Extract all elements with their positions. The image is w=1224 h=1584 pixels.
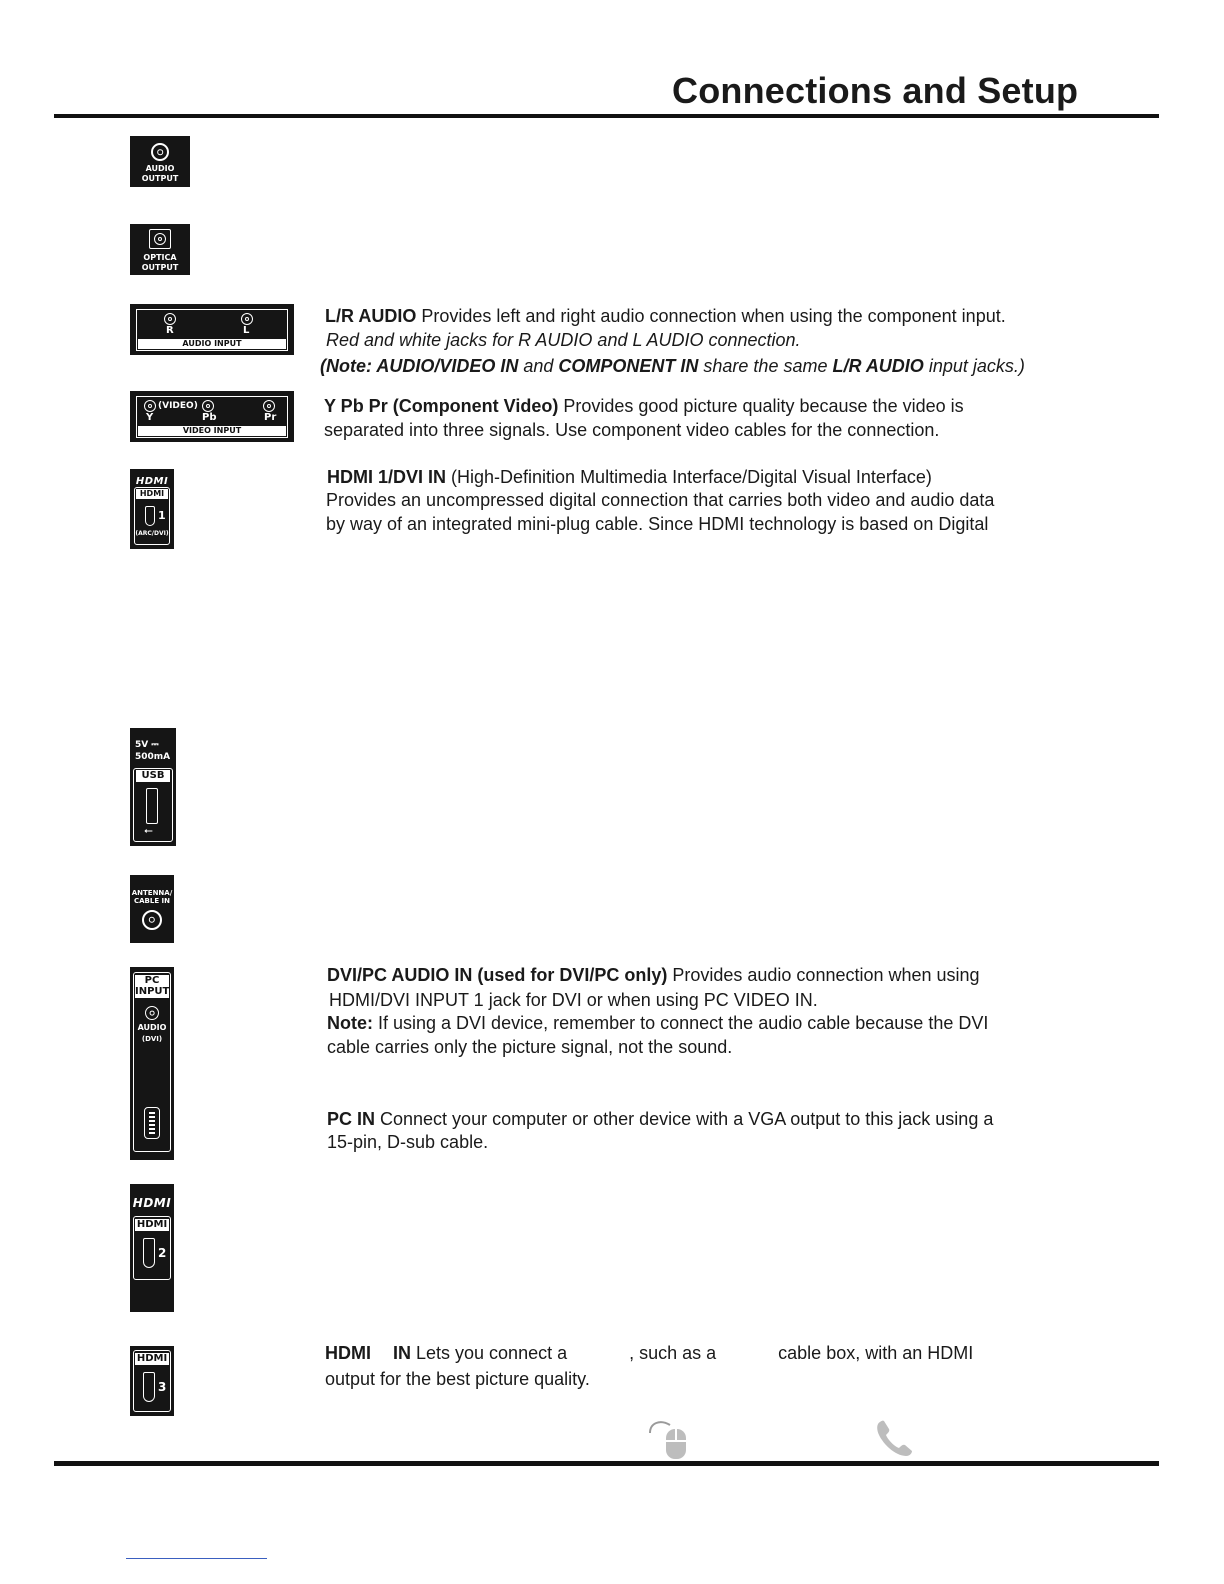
hdmi1-heading: HDMI 1/DVI IN [327, 467, 447, 487]
dvi-note-text: If using a DVI device, remember to connect the audio cable because the DVI [373, 1013, 989, 1033]
hdmi1-text-1: Provides an uncompressed digital connection that carries both video and audio data [326, 490, 995, 510]
hdmi3-text-a: Lets you connect a [411, 1343, 568, 1363]
hdmi3-heading-a: HDMI [325, 1343, 371, 1363]
note-open: (Note: [320, 356, 377, 376]
hdmi1-line [327, 465, 932, 489]
optical-output-label-2: OUTPUT [141, 263, 179, 272]
pc-input-jack-icon [130, 967, 174, 1160]
antenna-jack-icon [130, 875, 174, 943]
optical-output-label: OPTICA [143, 253, 177, 262]
hdmi2-jack-icon [130, 1184, 174, 1312]
dvi-audio-note-text-2: cable carries only the picture signal, not the sound. [327, 1037, 733, 1057]
page-title: Connections and Setup [672, 70, 1079, 111]
video-input-label: VIDEO INPUT [138, 426, 286, 436]
dvi-audio-note-line [327, 1011, 988, 1035]
video-pb-label: Pb [202, 412, 217, 423]
audio-input-l-label: L [243, 325, 250, 336]
dvi-audio-heading: DVI/PC AUDIO IN (used for DVI/PC only) [327, 965, 668, 985]
usb-power: 5V ⎓ [135, 740, 159, 750]
note-mid: share the same [698, 356, 833, 376]
note-end: input jacks.) [923, 356, 1025, 376]
hdmi1-text-0: (High-Definition Multimedia Interface/Digital Visual Interface) [446, 467, 932, 487]
header-rule [54, 114, 1159, 118]
usb-jack-icon [130, 728, 176, 846]
hdmi3-text-b: , such as a [629, 1343, 717, 1363]
usb-current: 500mA [135, 752, 171, 762]
lr-audio-heading: L/R AUDIO [325, 306, 417, 326]
pc-in-heading: PC IN [327, 1109, 376, 1129]
lr-audio-italic-line [326, 328, 801, 352]
phone-icon [872, 1418, 916, 1460]
note-bold-1: AUDIO/VIDEO IN [376, 356, 519, 376]
component-text-2: separated into three signals. Use component video cables for the connection. [324, 420, 940, 440]
pc-tag: PC [135, 975, 169, 986]
audio-input-r-label: R [166, 325, 174, 336]
hdmi1-sub: (ARC/DVI) [135, 530, 169, 537]
video-input-jack-icon [130, 391, 294, 442]
note-bold-3: L/R AUDIO [832, 356, 924, 376]
component-heading: Y Pb Pr (Component Video) [324, 396, 559, 416]
hdmi3-text-c: cable box, with an HDMI [778, 1343, 974, 1363]
footer-link-underline [126, 1558, 267, 1559]
dvi-audio-text-2: HDMI/DVI INPUT 1 jack for DVI or when using PC VIDEO IN. [329, 990, 818, 1010]
audio-output-jack-icon [130, 136, 190, 187]
lr-audio-italic: Red and white jacks for R AUDIO and L AUDIO connection. [326, 330, 801, 350]
video-label: (VIDEO) [158, 401, 198, 411]
hdmi1-text-2: by way of an integrated mini-plug cable. Since HDMI technology is based on Digital [326, 514, 989, 534]
lr-audio-line [325, 304, 1006, 328]
hdmi3-text-2: output for the best picture quality. [325, 1369, 590, 1389]
note-bold-2: COMPONENT IN [558, 356, 699, 376]
lr-audio-text: Provides left and right audio connection when using the component input. [416, 306, 1006, 326]
hdmi1-logo: HDMI [135, 476, 169, 487]
pc-dvi-label: (DVI) [141, 1035, 163, 1043]
component-line [324, 394, 964, 418]
lr-audio-note [320, 354, 1025, 378]
hdmi3-jack-icon [130, 1346, 174, 1416]
usb-tag: USB [136, 770, 170, 782]
pc-audio-label: AUDIO [137, 1023, 167, 1032]
dvi-audio-text-1: Provides audio connection when using [667, 965, 980, 985]
video-y-label: Y [146, 412, 154, 423]
dvi-audio-line [327, 963, 980, 987]
audio-output-label: AUDIO [145, 164, 175, 173]
vga-pins-icon [149, 1112, 155, 1134]
component-text-1: Provides good picture quality because the video is [558, 396, 964, 416]
hdmi3-heading-b: IN [393, 1343, 411, 1363]
hdmi2-tag: HDMI [136, 1219, 168, 1230]
mouse-icon [646, 1415, 690, 1461]
pc-in-text-1: Connect your computer or other device with a VGA output to this jack using a [375, 1109, 994, 1129]
pc-in-text-2: 15-pin, D-sub cable. [327, 1132, 489, 1152]
note-and: and [518, 356, 559, 376]
pc-in-line [327, 1107, 993, 1131]
footer-rule [54, 1461, 1159, 1466]
antenna-label: ANTENNA/ [131, 889, 173, 897]
hdmi2-number: 2 [158, 1246, 167, 1260]
antenna-label-2: CABLE IN [133, 897, 171, 905]
hdmi2-logo: HDMI [132, 1196, 172, 1210]
audio-input-label: AUDIO INPUT [138, 339, 286, 349]
pc-tag-2: INPUT [135, 986, 170, 997]
audio-output-label-2: OUTPUT [141, 174, 179, 183]
dvi-note-label: Note: [327, 1013, 373, 1033]
usb-symbol-icon: ⭠ [144, 824, 153, 837]
hdmi3-number: 3 [158, 1380, 167, 1394]
hdmi1-jack-icon [130, 469, 174, 549]
hdmi1-tag: HDMI [136, 489, 168, 499]
hdmi1-number: 1 [158, 509, 166, 522]
video-pr-label: Pr [264, 412, 277, 423]
hdmi3-tag: HDMI [136, 1353, 168, 1364]
optical-output-jack-icon [130, 224, 190, 275]
hdmi3-line [325, 1341, 973, 1365]
audio-input-jack-icon [130, 304, 294, 355]
